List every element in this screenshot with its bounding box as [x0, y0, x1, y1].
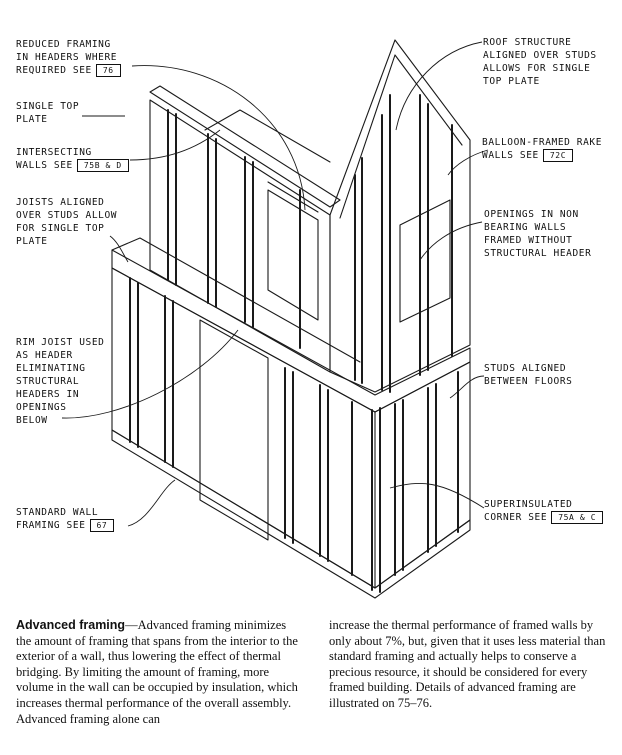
label-standard-wall: STANDARD WALL FRAMING SEE 67 — [16, 506, 114, 532]
ref-box-75ac: 75A & C — [551, 511, 603, 524]
label-joists-aligned: JOISTS ALIGNED OVER STUDS ALLOW FOR SINGLE TOP PLATE — [16, 197, 118, 247]
lower-side-studs — [395, 372, 458, 575]
caption-text-2: increase the thermal performance of framed walls by only about 7%, but, given that it uses less material than standard framing and actually helps to conserve a precious resource, it should be considered for every framed building. Details of advanced framing are illustrated on 75–76. — [329, 618, 606, 710]
caption-text-1: —Advanced framing minimizes the amount of framing that spans from the interior to the exterior of a wall, thus lowering the effect of thermal bridging. By limiting the amount of framing, more volume in the wall can be occupied by insulation, which increases thermal performance of the overall assembly. Advanced framing alone can — [16, 618, 298, 726]
gable-rake-inner — [340, 55, 462, 218]
ref-box-75bd: 75B & D — [77, 159, 129, 172]
ref-box-72c: 72C — [543, 149, 573, 162]
rim-joist-top — [112, 238, 360, 362]
label-studs-aligned: STUDS ALIGNED BETWEEN FLOORS — [484, 363, 573, 387]
label-superinsulated: SUPERINSULATED CORNER SEE 75A & C — [484, 498, 603, 524]
label-roof-structure: ROOF STRUCTURE ALIGNED OVER STUDS ALLOWS FOR SINGLE TOP PLATE — [483, 37, 597, 87]
label-openings-nonbearing: OPENINGS IN NON BEARING WALLS FRAMED WITHOUT STRUCTURAL HEADER — [484, 209, 592, 259]
label-rim-joist: RIM JOIST USED AS HEADER ELIMINATING STRUCTURAL HEADERS IN OPENINGS BELOW — [16, 337, 105, 426]
lower-front-wall — [112, 268, 375, 588]
caption-lead: Advanced framing — [16, 618, 126, 632]
corner-post — [372, 408, 380, 592]
gable-studs — [355, 95, 452, 392]
upper-window-header — [268, 182, 318, 212]
lower-studs — [130, 278, 352, 575]
caption-column-right — [329, 618, 611, 712]
lower-opening — [200, 320, 268, 540]
caption-column-left — [16, 618, 298, 727]
leader-standard-wall — [128, 480, 175, 526]
leader-roof — [396, 42, 482, 130]
upper-window — [268, 190, 318, 320]
ref-box-76: 76 — [96, 64, 121, 77]
label-balloon-framed: BALLOON-FRAMED RAKE WALLS SEE 72C — [482, 137, 603, 161]
leader-studs-aligned — [450, 376, 484, 398]
label-intersecting-walls: INTERSECTING WALLS SEE 75B & D — [16, 146, 129, 172]
gable-window — [400, 200, 450, 322]
ref-box-67: 67 — [90, 519, 115, 532]
label-reduced-framing: REDUCED FRAMING IN HEADERS WHERE REQUIRED SEE 76 — [16, 38, 121, 77]
gable-wall-outline — [330, 40, 470, 392]
label-single-top-plate: SINGLE TOP PLATE — [16, 101, 80, 125]
